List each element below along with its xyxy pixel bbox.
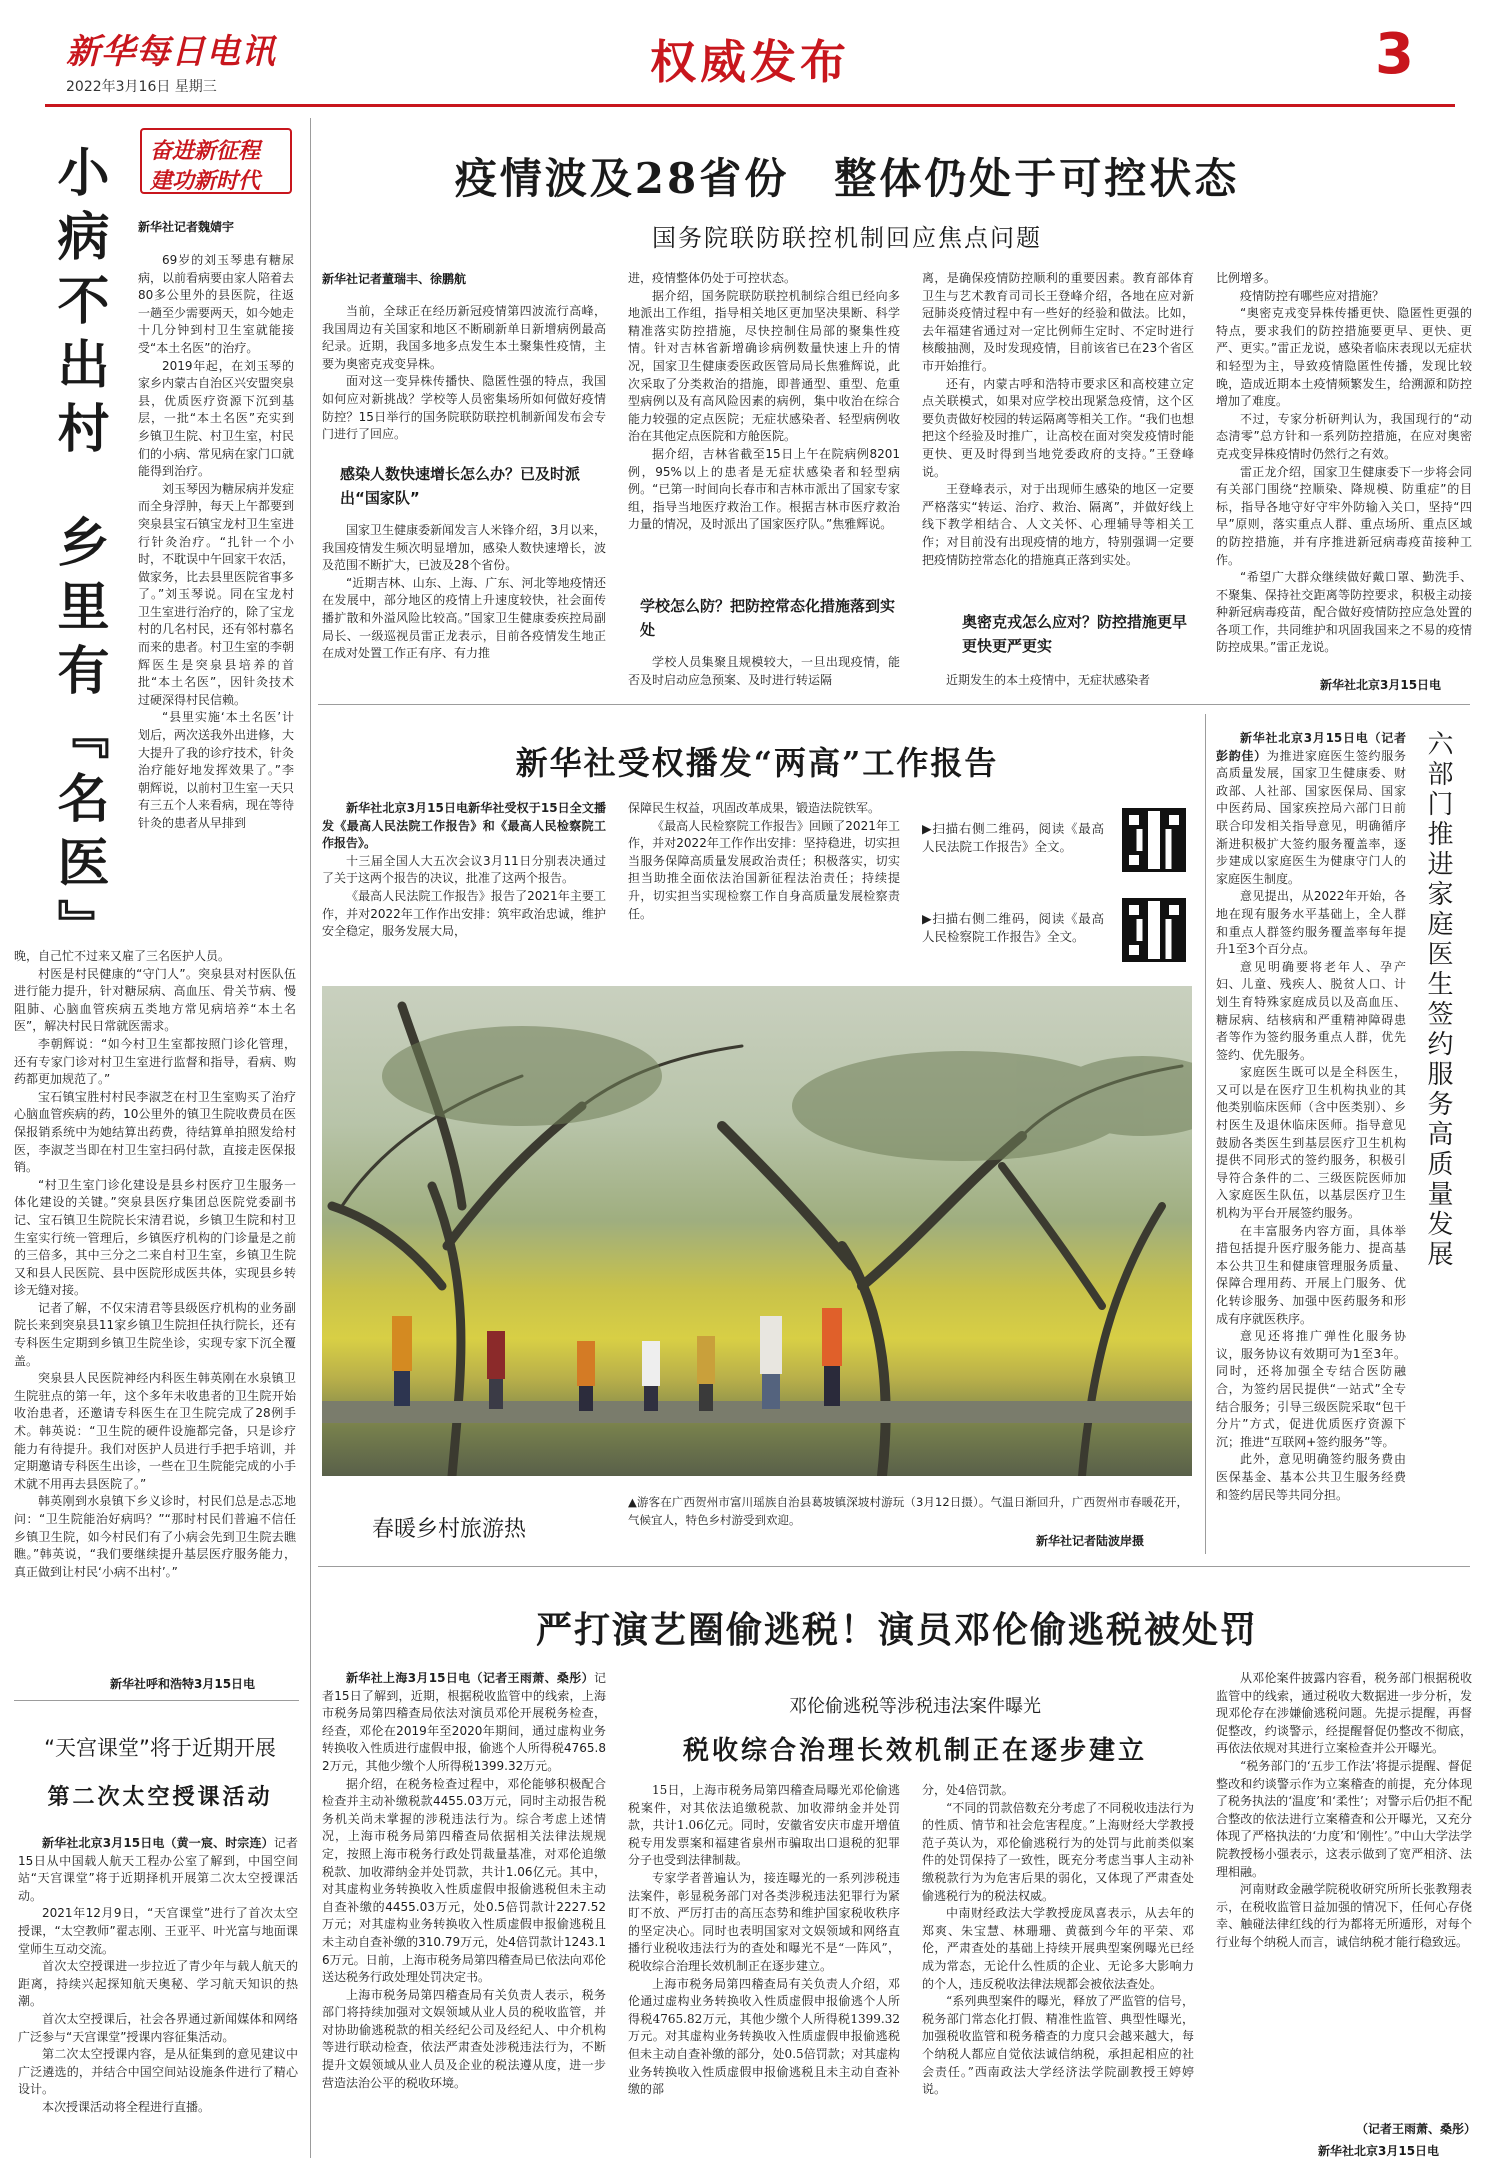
- tax-column-1: 新华社上海3月15日电（记者王雨萧、桑彤）记者15日了解到，近期，根据税收监管中的线索，上海市税务局第四稽查局依法对演员邓伦开展税务检查，经查，邓伦在2019年至2020年期间，通过虚构业务转换收入性质进行虚假申报，偷逃个人所得税4765.82万元，其他少缴个人所得税1399.32万元。 据介绍，在税务检查过程中，邓伦能够积极配合检查并主动补缴税款4455.03万元，同时主动报告税务机关尚未掌握的涉税违法行为。综合考虑上述情况，上海市税务局第四稽查局依据相关法律法规规定，按照上海市税务行政处罚裁量基准，对邓伦追缴税款、加收滞纳金并处罚款，共计1.06亿元。其中，对其虚构业务转换收入性质虚假申报偷逃税但未主动自查补缴的4455.03万元，处0.5倍罚款计2227.52万元；对其虚构业务转换收入性质虚假申报偷逃税且未主动自查补缴的310.79万元，处4倍罚款计1243.16万元。日前，上海市税务局第四稽查局已依法向邓伦送达税务行政处理处罚决定书。 上海市税务局第四稽查局有关负责人表示，税务部门将持续加强对文娱领域从业人员的税收监管，并对协助偷逃税款的相关经纪公司及经纪人、中介机构等进行联动检查，依法严肃查处涉税违法行为，不断提升文娱领域从业人员及企业的税法遵从度，进一步营造法治公平的税收环境。: [322, 1671, 606, 2090]
- tax-headline: 严打演艺圈偷逃税！演员邓伦偷逃税被处罚: [535, 1609, 1258, 1651]
- newspaper-logo: 新华每日电讯: [66, 32, 276, 72]
- covid-column-4: 比例增多。 疫情防控有哪些应对措施？ “奥密克戎变异株传播更快、隐匿性更强的特点，要求我们的防控措施要更早、更快、更严、更实。”雷正龙说，感染者临床表现以无症状和轻型为主，导致疫情隐匿性传播，发现比较晚，造成近期本土疫情频繁发生，给溯源和防控增加了难度。 不过，专家分析研判认为，我国现行的“动态清零”总方针和一系列防控措施，在应对奥密克戎变异株疫情时仍然行之有效。 雷正龙介绍，国家卫生健康委下一步将会同有关部门围绕“控顺染、降规模、防重症”的目标，指导各地守好守牢外防输入关口，坚持“四早”原则，落实重点人群、重点场所、重点区域的防控措施，并有序推进新冠病毒疫苗接种工作。 “希望广大群众继续做好戴口罩、勤洗手、不聚集、保持社交距离等防控要求，积极主动接种新冠病毒疫苗，配合做好疫情防控应急处置的各项工作，共同维护和巩固我国来之不易的疫情防控成果。”雷正龙说。: [1216, 271, 1472, 655]
- qr-code-court-report[interactable]: [1122, 808, 1186, 872]
- tax-top-rule: [318, 1566, 1470, 1567]
- feature-title-bottom: 乡里有『名医』: [48, 515, 109, 963]
- left-column-divider: [310, 118, 311, 2158]
- reports-qr1-text: ▶扫描右侧二维码，阅读《最高人民法院工作报告》全文。: [922, 821, 1104, 854]
- photo-caption: ▲游客在广西贺州市富川瑶族自治县葛坡镇深坡村游玩（3月12日摄）。气温日渐回升，广西贺州市春暖花开，气候宜人，特色乡村游受到欢迎。: [628, 1495, 1188, 1527]
- feature-badge: [140, 128, 292, 194]
- masthead-rule: [45, 104, 1455, 107]
- photo-illustration: [322, 986, 1192, 1476]
- badge-line1: 奋进新征程: [150, 138, 261, 164]
- feature-byline: 新华社记者魏婧宇: [138, 220, 235, 234]
- covid-question-3: 奥密克戎怎么应对？防控措施更早更快更严更实: [962, 613, 1188, 655]
- feature-column-2: 晚，自己忙不过来又雇了三名医护人员。 村医是村民健康的“守门人”。突泉县对村医队伍进行能力提升，针对糖尿病、高血压、骨关节病、慢阻肺、心脑血管疾病五类地方常见病培养“本土名医”，解决村民日常就医需求。 李朝辉说：“如今村卫生室都按照门诊化管理，还有专家门诊对村卫生室进行监督和指导，看病、购药都更加规范了。” 宝石镇宝胜村村民李淑芝在村卫生室购买了治疗心脑血管疾病的药，10公里外的镇卫生院收费员在医保报销系统中为她结算出药费，待结算单拍照发给村医，李淑芝当即在村卫生室扫码付款，直接走医保报销。 “村卫生室门诊化建设是县乡村医疗卫生服务一体化建设的关键。”突泉县医疗集团总医院党委副书记、宝石镇卫生院院长宋清君说，乡镇卫生院和村卫生室实行统一管理后，乡镇医疗机构的门诊量是之前的三倍多，其中三分之二来自村卫生室，乡镇卫生院又和县人民医院、县中医院形成医共体，实现县乡转诊无缝对接。 记者了解，不仅宋清君等县级医疗机构的业务副院长来到突泉县11家乡镇卫生院担任执行院长，还有专科医生定期到乡镇卫生院坐诊，实现专家下沉全覆盖。 突泉县人民医院神经内科医生韩英刚在水泉镇卫生院驻点的第一年，这个多年未收患者的卫生院开始收治患者，还邀请专科医生在卫生院完成了28例手术。韩英说：“卫生院的硬件设施都完备，只是诊疗能力有待提升。我们对医护人员进行手把手培训，并定期邀请专科医生出诊，一些在卫生院能完成的小手术就不用再去县医院了。” 韩英刚到水泉镇下乡义诊时，村民们总是忐忑地问：“卫生院能治好病吗？”“那时村民们普遍不信任乡镇卫生院，如今村民们有了小病会先到卫生院去瞧瞧。”韩英说，“我们要继续提升基层医疗服务能力，真正做到让村民‘小病不出村’。”: [14, 949, 296, 1579]
- covid-headline: 疫情波及28省份 整体仍处于可控状态: [454, 154, 1240, 203]
- photo-credit: 新华社记者陆波岸摄: [1036, 1534, 1145, 1548]
- photo-title: 春暖乡村旅游热: [372, 1517, 527, 1542]
- feature-divider: [14, 1700, 299, 1701]
- photo-tourism: [322, 986, 1192, 1476]
- family-divider: [1205, 714, 1206, 1554]
- space-body: 新华社北京3月15日电（黄一宸、时宗连）记者15日从中国载人航天工程办公室了解到，中国空间站“天宫课堂”将于近期择机开展第二次太空授课活动。 2021年12月9日，“天宫课堂”进行了首次太空授课，“太空教师”翟志刚、王亚平、叶光富与地面课堂师生互动交流。 首次太空授课进一步拉近了青少年与载人航天的距离，持续兴起探知航天奥秘、学习航天知识的热潮。 首次太空授课后，社会各界通过新闻媒体和网络广泛参与“天宫课堂”授课内容征集活动。 第二次太空授课内容，是从征集到的意见建议中广泛遴选的，并结合中国空间站设施条件进行了精心设计。 本次授课活动将全程进行直播。: [18, 1836, 298, 2114]
- masthead: [0, 0, 1500, 100]
- space-title: “天宫课堂”将于近期开展: [44, 1736, 276, 1760]
- family-headline: 六部门推进家庭医生签约服务高质量发展: [1423, 730, 1453, 1270]
- covid-column-1b: 国家卫生健康委新闻发言人米锋介绍，3月以来，我国疫情发生频次明显增加，感染人数快速增长，波及范围不断扩大，已波及28个省份。 “近期吉林、山东、上海、广东、河北等地疫情还在发展中，部分地区的疫情上升速度较快，社会面传播扩散和外溢风险比较高。”国家卫生健康委疾控局副局长、一级巡视员雷正龙表示，目前各疫情发生地正在成对处置工作正有序、有力推: [322, 523, 606, 661]
- covid-subtitle: 国务院联防联控机制回应焦点问题: [652, 224, 1042, 252]
- reports-headline: 新华社受权播发“两高”工作报告: [515, 744, 999, 782]
- covid-question-1: 感染人数快速增长怎么办？已及时派出“国家队”: [340, 465, 581, 507]
- tax-column-2: 15日，上海市税务局第四稽查局曝光邓伦偷逃税案件，对其依法追缴税款、加收滞纳金并处罚款，共计1.06亿元。同时，安徽省安庆市虚开增值税专用发票案和福建省泉州市骗取出口退税的犯罪分子也受到法律制裁。 专家学者普遍认为，接连曝光的一系列涉税违法案件，彰显税务部门对各类涉税违法犯罪行为紧盯不放、严厉打击的高压态势和维护国家税收秩序的坚定决心。同时也表明国家对文娱领域和网络直播行业税收违法行为的查处和曝光不是“一阵风”，税收综合治理长效机制正在逐步建立。 上海市税务局第四稽查局有关负责人介绍，邓伦通过虚构业务转换收入性质虚假申报偷逃个人所得税4765.82万元，其他少缴个人所得税1399.32万元。对其虚构业务转换收入性质虚假申报偷逃税但未主动自查补缴的部分，处0.5倍罚款；对其虚构业务转换收入性质虚假申报偷逃税且未主动自查补缴的部: [628, 1783, 900, 2097]
- tax-column-3: 分，处4倍罚款。 “不同的罚款倍数充分考虑了不同税收违法行为的性质、情节和社会危害程度。”上海财经大学教授范子英认为，邓伦偷逃税行为的处罚与此前类似案件的处罚保持了一致性，既充分考虑当事人主动补缴税款行为为危害后果的弱化，又体现了严肃查处偷逃税行为的税法权威。 中南财经政法大学教授庞凤喜表示，从去年的郑爽、朱宝慧、林珊珊、黄薇到今年的平荣、邓伦，严肃查处的基础上持续开展典型案例曝光已经成为常态，无论什么性质的企业、无论多大影响力的个人，违反税收法律法规都会被依法查处。 “系列典型案件的曝光，释放了严监管的信号，税务部门常态化打假、精准性监管、典型性曝光，加强税收监管和税务稽查的力度只会越来越大，每个纳税人都应自觉依法诚信纳税，承担起相应的社会责任。”西南政法大学经济法学院副教授王婷婷说。: [922, 1783, 1194, 2097]
- covid-column-2a: 进，疫情整体仍处于可控状态。 据介绍，国务院联防联控机制综合组已经向多地派出工作组，指导相关地区更加坚决果断、科学精准落实防控措施，尽快控制住局部的聚集性疫情。针对吉林省新增确诊病例数量快速上升的情况，国家卫生健康委医政医管局局长焦雅辉说，此次采取了分类救治的措施，即普通型、重型、危重型病例以及有高风险因素的病例，集中收治在综合能力较强的定点医院；无症状感染者、轻型病例收治在其他定点医院和方舱医院。 据介绍，吉林省截至15日上午在院病例8201例，95%以上的患者是无症状感染者和轻型病例。“已第一时间向长春市和吉林市派出了国家专家组，指导当地医疗救治工作。根据吉林市医疗救治力量的情况，及时派出了国家医疗队。”焦雅辉说。: [628, 271, 900, 532]
- reports-qr2-text: ▶扫描右侧二维码，阅读《最高人民检察院工作报告》全文。: [922, 911, 1104, 944]
- reports-column-2: 保障民生权益，巩固改革成果，锻造法院铁军。 《最高人民检察院工作报告》回顾了2021年工作，并对2022年工作作出安排：坚持稳进，切实担当服务保障高质量发展政治责任；积极落实，切实担当助推全面依法治国新征程法治责任；持续提升，切实担当实现检察工作自身高质量发展检察责任。: [628, 801, 900, 921]
- qr-code-procuratorate-report[interactable]: [1122, 898, 1186, 962]
- badge-line2: 建功新时代: [150, 168, 261, 194]
- covid-byline: 新华社记者董瑞丰、徐鹏航: [322, 272, 467, 286]
- space-subtitle: 第二次太空授课活动: [47, 1784, 273, 1810]
- covid-column-3a: 离，是确保疫情防控顺利的重要因素。教育部体育卫生与艺术教育司司长王登峰介绍，各地在应对新冠肺炎疫情过程中有一些好的经验和做法。比如，去年福建省通过对一定比例师生定时、不定时进行核酸抽测，及时发现疫情，目前该省已在23个省区市开始推行。 还有，内蒙古呼和浩特市要求区和高校建立定点关联模式，如果对应学校出现紧急疫情，这个区要负责做好校园的转运隔离等相关工作。“我们也想把这个经验及时推广，让高校在面对突发疫情时能更快、更及时得到当地党委政府的支持。”王登峰说。 王登峰表示，对于出现师生感染的地区一定要严格落实“转运、治疗、救治、隔离”，并做好线上线下教学相结合、人文关怀、心理辅导等相关工作；对目前没有出现疫情的地方，特别强调一定要把疫情防控常态化的措施真正落到实处。: [922, 271, 1194, 567]
- feature-column-1: 69岁的刘玉琴患有糖尿病，以前看病要由家人陪着去80多公里外的县医院，往返一趟至少需要两天，如今她走十几分钟到村卫生室就能接受“本土名医”的治疗。 2019年起，在刘玉琴的家乡内蒙古自治区兴安盟突泉县，优质医疗资源下沉到基层，一批“本土名医”充实到乡镇卫生院、村卫生室，村民们的小病、常见病在家门口就能得到治疗。 刘玉琴因为糖尿病并发症而全身浮肿，每天上午都要到突泉县宝石镇宝龙村卫生室进行针灸治疗。“扎针一个小时，不耽误中午回家干农活，做家务，比去县里医院省事多了。”刘玉琴说。同在宝龙村卫生室进行治疗的，除了宝龙村的几名村民，还有邻村慕名而来的患者。村卫生室的李朝辉医生是突泉县培养的首批“本土名医”，因针灸技术过硬深得村民信赖。 “县里实施‘本土名医’计划后，两次送我外出进修，大大提升了我的诊疗技术，针灸治疗能好地发挥效果了。”李朝辉说，以前村卫生室一天只有三五个人来看病，现在等待针灸的患者从早排到: [138, 253, 294, 830]
- feature-title-top: 小病不出村: [48, 145, 109, 465]
- covid-dateline: 新华社北京3月15日电: [1320, 678, 1442, 692]
- tax-subtitle: 税收综合治理长效机制正在逐步建立: [682, 1736, 1147, 1766]
- covid-column-1a: 当前，全球正在经历新冠疫情第四波流行高峰，我国周边有关国家和地区不断刷新单日新增病例最高纪录。近期，我国多地多点发生本土聚集性疫情，主要为奥密克戎变异株。 面对这一变异株传播快、隐匿性强的特点，我国如何应对新挑战？学校等人员密集场所如何做好疫情防控？15日举行的国务院联防联控机制新闻发布会专门进行了回应。: [322, 304, 606, 442]
- covid-question-2: 学校怎么防？把防控常态化措施落到实处: [640, 597, 896, 639]
- covid-column-3b: 近期发生的本土疫情中，无症状感染者: [946, 673, 1151, 687]
- tax-reporter: （记者王雨萧、桑彤）: [1356, 2122, 1477, 2136]
- covid-column-2b: 学校人员集聚且规模较大，一旦出现疫情，能否及时启动应急预案、及时进行转运隔: [628, 655, 900, 687]
- tax-dateline: 新华社北京3月15日电: [1318, 2144, 1440, 2158]
- section-title: 权威发布: [650, 35, 850, 89]
- tax-kicker: 邓伦偷逃税等涉税违法案件曝光: [789, 1696, 1041, 1717]
- tax-column-4: 从邓伦案件披露内容看，税务部门根据税收监管中的线索，通过税收大数据进一步分析，发现邓伦存在涉嫌偷逃税问题。先提示提醒，再督促整改，约谈警示，经提醒督促仍整改不彻底，再依法依规对其进行立案检查并公开曝光。 “税务部门的‘五步工作法’将提示提醒、督促整改和约谈警示作为立案稽查的前提，充分体现了税务执法的‘温度’和‘柔性’；对警示后仍拒不配合整改的依法进行立案稽查和公开曝光，又充分体现了严格执法的‘力度’和‘刚性’。”中山大学法学院教授杨小强表示，这表示做到了宽严相济、法理相融。 河南财政金融学院税收研究所所长张教翔表示，在税收监管日益加强的情况下，任何心存侥幸、触碰法律红线的行为都将无所遁形，对每个行业每个纳税人而言，诚信纳税才能行稳致远。: [1216, 1671, 1472, 1949]
- page-number: 3: [1375, 22, 1414, 87]
- covid-bottom-rule: [318, 704, 1470, 705]
- reports-column-1: 新华社北京3月15日电新华社受权于15日全文播发《最高人民法院工作报告》和《最高人民检察院工作报告》。 十三届全国人大五次会议3月11日分别表决通过了关于这两个报告的决议，批准了这两个报告。 《最高人民法院工作报告》报告了2021年主要工作，并对2022年工作作出安排：筑牢政治忠诚，维护安全稳定，服务发展大局，: [322, 801, 606, 939]
- family-body: 新华社北京3月15日电（记者彭韵佳）为推进家庭医生签约服务高质量发展，国家卫生健康委、财政部、人社部、国家医保局、国家中医药局、国家疾控局六部门日前联合印发相关指导意见，明确循序渐进积极扩大签约服务覆盖率，逐步建成以家庭医生为健康守门人的家庭医生制度。 意见提出，从2022年开始，各地在现有服务水平基础上，全人群和重点人群签约服务覆盖率每年提升1至3个百分点。 意见明确要将老年人、孕产妇、儿童、残疾人、脱贫人口、计划生育特殊家庭成员以及高血压、糖尿病、结核病和严重精神障碍患者等作为签约服务重点人群，优先签约、优先服务。 家庭医生既可以是全科医生，又可以是在医疗卫生机构执业的其他类别临床医师（含中医类别）、乡村医生及退休临床医师。指导意见鼓励各类医生到基层医疗卫生机构提供不同形式的签约服务，积极引导符合条件的二、三级医院医师加入家庭医生队伍，以基层医疗卫生机构为平台开展签约服务。 在丰富服务内容方面，具体举措包括提升医疗服务能力、提高基本公共卫生和健康管理服务质量、保障合理用药、开展上门服务、优化转诊服务、加强中医药服务和形成有序就医秩序。 意见还将推广弹性化服务协议，服务协议有效期可为1至3年。同时，还将加强全专结合医防融合，为签约居民提供“一站式”全专结合服务；引导三级医院采取“包干分片”方式，促进优质医疗资源下沉；推进“互联网+签约服务”等。 此外，意见明确签约服务费由医保基金、基本公共卫生服务经费和签约居民等共同分担。: [1216, 731, 1406, 1502]
- feature-dateline: 新华社呼和浩特3月15日电: [110, 1677, 256, 1691]
- issue-date: 2022年3月16日 星期三: [66, 79, 217, 95]
